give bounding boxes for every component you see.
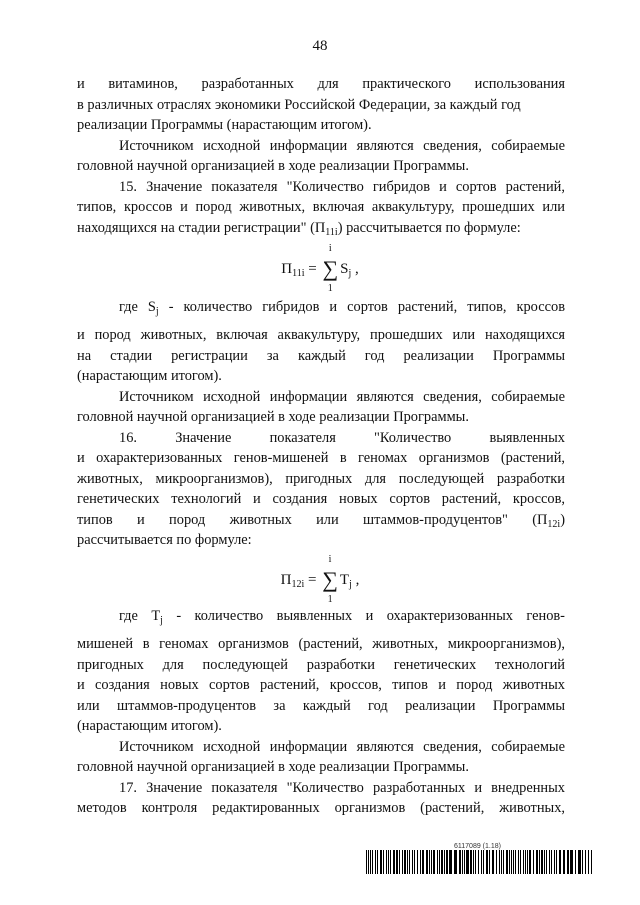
- barcode-bar: [489, 850, 490, 874]
- formula-rhs: S: [340, 261, 349, 277]
- sum-symbol: [322, 243, 339, 294]
- barcode-bar: [536, 850, 538, 874]
- barcode-bar: [459, 850, 461, 874]
- formula-lhs-subscript: 11i: [292, 268, 305, 279]
- barcode-bar: [546, 850, 547, 874]
- barcode-bar: [515, 850, 516, 874]
- barcode-bar: [503, 850, 504, 874]
- barcode-bar: [523, 850, 524, 874]
- barcode-bar: [464, 850, 465, 874]
- text-line: (нарастающим итогом).: [77, 718, 222, 734]
- barcode-bar: [483, 850, 484, 874]
- barcode-bar: [386, 850, 387, 874]
- text-fragment: ) рассчитывается по формуле:: [337, 219, 521, 236]
- barcode-bar: [399, 850, 400, 874]
- barcode-bar: [420, 850, 421, 874]
- barcode-bar: [486, 850, 488, 874]
- barcode-bar: [372, 850, 373, 874]
- text-line: Источником исходной информации являются сведения, собираемые: [119, 388, 565, 405]
- sum-lower-limit: 1: [327, 594, 333, 605]
- barcode-bar: [527, 850, 528, 874]
- sum-sign: ∑: [322, 256, 339, 281]
- text-line: и создания новых сортов растений, кроссов, типов и пород животных: [77, 677, 565, 693]
- barcode-bar: [525, 850, 526, 874]
- barcode-bar: [462, 850, 463, 874]
- barcode-bar: [567, 850, 569, 874]
- paragraph-15: [77, 177, 565, 239]
- barcode-bar: [473, 850, 474, 874]
- barcode-bar: [444, 850, 445, 874]
- formula-tail: ,: [351, 261, 359, 277]
- barcode-bar: [509, 850, 510, 874]
- barcode-bar: [578, 850, 581, 874]
- subscript: j: [160, 615, 163, 626]
- paragraph-16: [77, 428, 565, 551]
- barcode-bar: [437, 850, 438, 874]
- text-line: 17. Значение показателя "Количество разработанных и внедренных: [119, 779, 565, 796]
- text-line: [77, 510, 565, 531]
- paragraph-2: [77, 136, 565, 177]
- text-line: (нарастающим итогом).: [77, 368, 222, 384]
- text-line: и охарактеризованных генов-мишеней в геномах организмов (растений,: [77, 450, 565, 466]
- subscript: 12i: [547, 518, 561, 530]
- barcode-bar: [409, 850, 410, 874]
- text-line: генетических технологий и создания новых сортов растений, кроссов,: [77, 491, 565, 507]
- text-fragment: ): [560, 511, 565, 528]
- barcode-bar: [529, 850, 531, 874]
- text-line: на стадии регистрации за каждый год реализации Программы: [77, 347, 565, 364]
- barcode-bar: [449, 850, 452, 874]
- barcode-bar: [541, 850, 543, 874]
- barcode-bar: [591, 850, 592, 874]
- text-line: [77, 297, 565, 318]
- formula-tail: ,: [351, 572, 360, 588]
- barcode-bar: [412, 850, 413, 874]
- barcode-bar: [375, 850, 376, 874]
- barcode-bar: [470, 850, 472, 874]
- barcode-bar: [454, 850, 457, 874]
- barcode-bar: [393, 850, 395, 874]
- barcode-bar: [559, 850, 561, 874]
- text-line: 16. Значение показателя "Количество выявленных: [119, 429, 565, 446]
- barcode-bar: [563, 850, 565, 874]
- text-line: Источником исходной информации являются сведения, собираемые: [119, 137, 565, 154]
- text-fragment: - количество выявленных и охарактеризованных генов-: [162, 608, 565, 624]
- text-line: реализации Программы (нарастающим итогом).: [77, 117, 372, 133]
- barcode-bar: [506, 850, 508, 874]
- text-line: в различных отраслях экономики Российской Федерации, за каждый год: [77, 96, 521, 113]
- barcode-bar: [429, 850, 430, 874]
- barcode-bar: [366, 850, 367, 874]
- text-line: и витаминов, разработанных для практического использования: [77, 76, 565, 92]
- barcode-bar: [520, 850, 521, 874]
- barcode-bar: [439, 850, 440, 874]
- barcode-bar: [549, 850, 550, 874]
- barcode-bar: [478, 850, 479, 874]
- barcode-bar: [433, 850, 435, 874]
- page-number: 48: [312, 38, 328, 54]
- barcode-bar: [539, 850, 540, 874]
- barcode-bar: [544, 850, 545, 874]
- text-line: [77, 606, 565, 627]
- text-line: головной научной организацией в ходе реализации Программы.: [77, 759, 469, 775]
- sum-sign: ∑: [322, 567, 338, 592]
- formula-rhs-subscript: j: [349, 579, 352, 590]
- text-line: мишеней в геномах организмов (растений, животных, микроорганизмов),: [77, 636, 565, 652]
- barcode-bar: [426, 850, 428, 874]
- paragraph-source-3: [77, 737, 565, 778]
- formula-lhs: П: [280, 572, 292, 588]
- text-line: [77, 218, 565, 239]
- formula-p12i: [0, 554, 640, 605]
- barcode-bar: [431, 850, 432, 874]
- sum-upper-limit: i: [328, 243, 332, 254]
- barcode-bar: [554, 850, 555, 874]
- barcode-bar: [475, 850, 476, 874]
- barcode-bar: [551, 850, 552, 874]
- barcode-bar: [570, 850, 573, 874]
- barcode-bar: [446, 850, 448, 874]
- text-line: животных, микроорганизмов), пригодных для последующей разработки: [77, 470, 565, 487]
- barcode-bar: [588, 850, 589, 874]
- barcode-bar: [481, 850, 482, 874]
- text-line: типов, кроссов и пород животных, включая аквакультуру, прошедших или: [77, 199, 565, 215]
- barcode-bar: [377, 850, 378, 874]
- barcode-bar: [513, 850, 514, 874]
- barcode-bar: [501, 850, 502, 874]
- barcode-bar: [556, 850, 557, 874]
- barcode-bar: [492, 850, 494, 874]
- paragraph-definition-tj-cont: [77, 634, 565, 737]
- formula-equals: =: [304, 572, 321, 588]
- paragraph-17: [77, 778, 565, 819]
- barcode-bar: [417, 850, 418, 874]
- formula-rhs-subscript: j: [348, 268, 352, 279]
- text-fragment: где S: [119, 299, 156, 315]
- barcode-bar: [518, 850, 519, 874]
- text-line: методов контроля редактированных организмов (растений, животных,: [77, 800, 565, 816]
- barcode-bar: [499, 850, 500, 874]
- text-line: головной научной организацией в ходе реализации Программы.: [77, 158, 469, 174]
- barcode-bar: [383, 850, 384, 874]
- text-fragment: типов и пород животных или штаммов-продуцентов" (П: [77, 511, 548, 528]
- paragraph-definition-sj: [77, 297, 565, 318]
- barcode-bar: [380, 850, 382, 874]
- barcode-bar: [582, 850, 583, 874]
- barcode-bar: [585, 850, 586, 874]
- formula-lhs-subscript: 12i: [291, 579, 305, 590]
- sum-upper-limit: i: [328, 554, 332, 565]
- text-fragment: - количество гибридов и сортов растений, типов, кроссов: [158, 299, 565, 315]
- text-fragment: где T: [119, 608, 161, 624]
- sum-lower-limit: 1: [327, 283, 333, 294]
- barcode-bar: [511, 850, 512, 874]
- barcode-bar: [396, 850, 398, 874]
- text-line: пригодных для последующей разработки генетических технологий: [77, 656, 565, 673]
- barcode-bar: [404, 850, 406, 874]
- barcode-bar: [533, 850, 534, 874]
- text-line: Источником исходной информации являются сведения, собираемые: [119, 738, 565, 755]
- formula-p11i: [0, 243, 640, 294]
- barcode-bar: [390, 850, 391, 874]
- text-line: или штаммов-продуцентов за каждый год реализации Программы: [77, 697, 565, 714]
- formula-lhs: П: [281, 261, 293, 277]
- text-line: и пород животных, включая аквакультуру, прошедших или находящихся: [77, 327, 565, 343]
- barcode-bar: [414, 850, 415, 874]
- text-fragment: находящихся на стадии регистрации" (П: [77, 219, 326, 236]
- barcode-bar: [388, 850, 389, 874]
- subscript: 11i: [325, 226, 338, 238]
- formula-rhs: T: [339, 572, 350, 588]
- text-line: 15. Значение показателя "Количество гибридов и сортов растений,: [119, 178, 565, 195]
- subscript: j: [155, 306, 159, 317]
- barcode-bar: [407, 850, 408, 874]
- barcode-image: [366, 850, 592, 874]
- paragraph-source-2: [77, 387, 565, 428]
- barcode-bar: [422, 850, 424, 874]
- paragraph-1: [77, 74, 565, 136]
- barcode-bar: [496, 850, 497, 874]
- barcode-bar: [466, 850, 469, 874]
- text-line: головной научной организацией в ходе реализации Программы.: [77, 409, 469, 425]
- text-line: рассчитывается по формуле:: [77, 532, 252, 548]
- barcode-bar: [402, 850, 403, 874]
- barcode-bar: [575, 850, 576, 874]
- paragraph-definition-tj: [77, 606, 565, 627]
- sum-symbol: [322, 554, 338, 605]
- barcode-bar: [368, 850, 369, 874]
- paragraph-definition-sj-cont: [77, 325, 565, 387]
- barcode-bar: [441, 850, 443, 874]
- barcode-label: 6117089 (1.18): [454, 843, 501, 850]
- formula-equals: =: [304, 261, 321, 277]
- barcode-bar: [370, 850, 371, 874]
